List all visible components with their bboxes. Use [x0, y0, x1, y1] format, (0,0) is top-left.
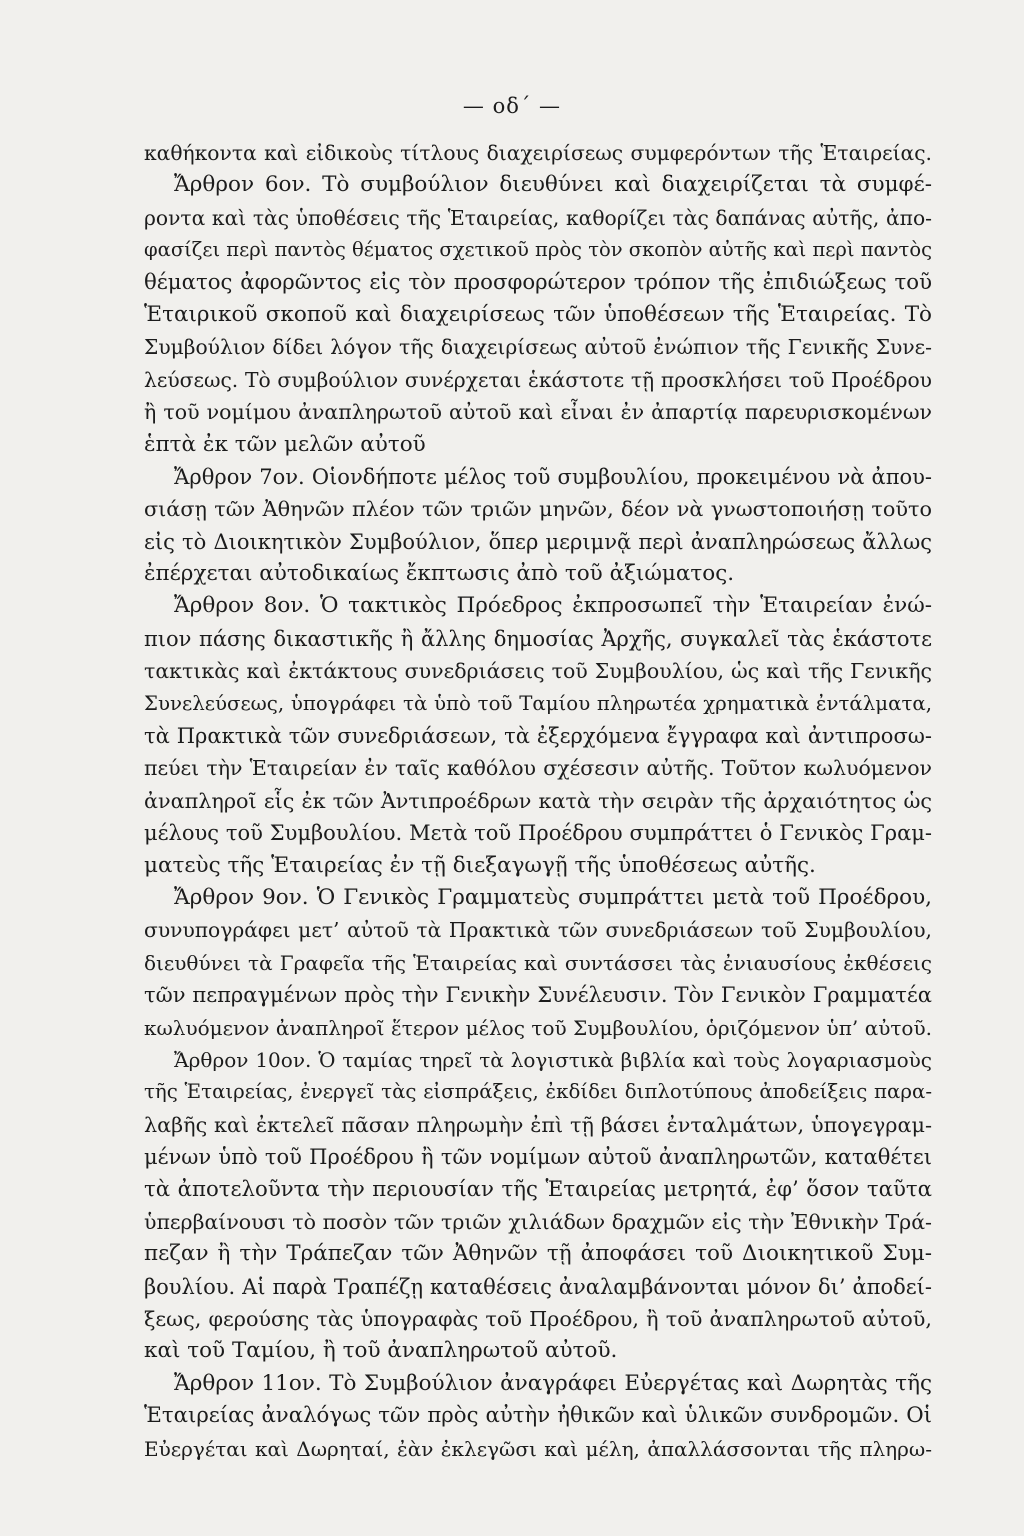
text-line: μένων ὑπὸ τοῦ Προέδρου ἢ τῶν νομίμων αὐτοῦ ἀναπληρωτῶν, καταθέτει	[144, 1145, 932, 1170]
article-8-heading-line: Ἄρθρον 8ον. Ὁ τακτικὸς Πρόεδρος ἐκπροσωπεῖ τὴν Ἑταιρείαν ἐνώ-	[174, 593, 932, 619]
text-line: ἑπτὰ ἐκ τῶν μελῶν αὐτοῦ	[144, 431, 426, 457]
text-line: βουλίου. Αἱ παρὰ Τραπέζῃ καταθέσεις ἀναλαμβάνονται μόνον δι’ ἀποδεί-	[144, 1274, 932, 1299]
article-6-heading-line: Ἄρθρον 6ον. Τὸ συμβούλιον διευθύνει καὶ διαχειρίζεται τὰ συμφέ-	[174, 172, 932, 198]
text-line: σιάσῃ τῶν Ἀθηνῶν πλέον τῶν τριῶν μηνῶν, δέον νὰ γνωστοποιήσῃ τοῦτο	[144, 497, 932, 522]
text-line: τακτικὰς καὶ ἐκτάκτους συνεδριάσεις τοῦ Συμβουλίου, ὡς καὶ τῆς Γενικῆς	[144, 659, 932, 684]
text-line: φασίζει περὶ παντὸς θέματος σχετικοῦ πρὸς τὸν σκοπὸν αὐτῆς καὶ περὶ παντὸς	[144, 238, 932, 262]
article-9-heading-line: Ἄρθρον 9ον. Ὁ Γενικὸς Γραμματεὺς συμπράττει μετὰ τοῦ Προέδρου,	[174, 884, 932, 910]
text-line: Εὐεργέται καὶ Δωρηταί, ἐὰν ἐκλεγῶσι καὶ μέλη, ἀπαλλάσσονται τῆς πληρω-	[144, 1436, 932, 1461]
text-line: Ἑταιρικοῦ σκοποῦ καὶ διαχειρίσεως τῶν ὑποθέσεων τῆς Ἑταιρείας. Τὸ	[144, 301, 932, 327]
text-line: τὰ ἀποτελοῦντα τὴν περιουσίαν τῆς Ἑταιρείας μετρητά, ἐφ’ ὅσον ταῦτα	[144, 1176, 932, 1202]
text-line: πεζαν ἢ τὴν Τράπεζαν τῶν Ἀθηνῶν τῇ ἀποφάσει τοῦ Διοικητικοῦ Συμ-	[144, 1241, 932, 1267]
article-7-heading-line: Ἄρθρον 7ον. Οἱονδήποτε μέλος τοῦ συμβουλίου, προκειμένου νὰ ἀπου-	[174, 464, 932, 489]
text-line: ὑπερβαίνουσι τὸ ποσὸν τῶν τριῶν χιλιάδων δραχμῶν εἰς τὴν Ἐθνικὴν Τρά-	[144, 1209, 932, 1234]
text-line: κωλυόμενον ἀναπληροῖ ἕτερον μέλος τοῦ Συμβουλίου, ὁριζόμενον ὑπ’ αὐτοῦ.	[144, 1015, 932, 1040]
page-number: — οδ΄ —	[462, 94, 562, 118]
text-line: τὰ Πρακτικὰ τῶν συνεδριάσεων, τὰ ἐξερχόμενα ἔγγραφα καὶ ἀντιπροσω-	[144, 724, 932, 749]
text-line: συνυπογράφει μετ’ αὐτοῦ τὰ Πρακτικὰ τῶν συνεδριάσεων τοῦ Συμβουλίου,	[144, 918, 932, 943]
text-line: λεύσεως. Τὸ συμβούλιον συνέρχεται ἑκάστοτε τῇ προσκλήσει τοῦ Προέδρου	[144, 367, 932, 392]
text-line: μέλους τοῦ Συμβουλίου. Μετὰ τοῦ Προέδρου συμπράττει ὁ Γενικὸς Γραμ-	[144, 821, 932, 846]
text-body	[144, 137, 932, 1465]
text-line: λαβῆς καὶ ἐκτελεῖ πᾶσαν πληρωμὴν ἐπὶ τῇ βάσει ἐνταλμάτων, ὑπογεγραμ-	[144, 1112, 932, 1137]
text-line: καθήκοντα καὶ εἰδικοὺς τίτλους διαχειρίσεως συμφερόντων τῆς Ἑταιρείας.	[144, 141, 932, 165]
text-line: τῆς Ἑταιρείας, ἐνεργεῖ τὰς εἰσπράξεις, ἐκδίδει διπλοτύπους ἀποδείξεις παρα-	[144, 1080, 932, 1104]
text-line: ἢ τοῦ νομίμου ἀναπληρωτοῦ αὐτοῦ καὶ εἶναι ἐν ἀπαρτίᾳ παρευρισκομένων	[144, 400, 932, 425]
text-line: Συμβούλιον δίδει λόγον τῆς διαχειρίσεως αὐτοῦ ἐνώπιον τῆς Γενικῆς Συνε-	[144, 335, 932, 360]
text-line: ἀναπληροῖ εἷς ἐκ τῶν Ἀντιπροέδρων κατὰ τὴν σειρὰν τῆς ἀρχαιότητος ὡς	[144, 788, 932, 813]
text-line: ματεὺς τῆς Ἑταιρείας ἐν τῇ διεξαγωγῇ τῆς ὑποθέσεως αὐτῆς.	[144, 852, 816, 878]
text-line: ἐπέρχεται αὐτοδικαίως ἔκπτωσις ἀπὸ τοῦ ἀξιώματος.	[144, 561, 735, 587]
text-line: ροντα καὶ τὰς ὑποθέσεις τῆς Ἑταιρείας, καθορίζει τὰς δαπάνας αὐτῆς, ἀπο-	[144, 205, 932, 230]
text-line: Ἑταιρείας ἀναλόγως τῶν πρὸς αὐτὴν ἠθικῶν καὶ ὑλικῶν συνδρομῶν. Οἱ	[144, 1403, 932, 1429]
text-line: θέματος ἀφορῶντος εἰς τὸν προσφορώτερον τρόπον τῆς ἐπιδιώξεως τοῦ	[144, 269, 932, 295]
text-line: Συνελεύσεως, ὑπογράφει τὰ ὑπὸ τοῦ Ταμίου πληρωτέα χρηματικὰ ἐντάλματα,	[144, 691, 932, 715]
text-line: πεύει τὴν Ἑταιρείαν ἐν ταῖς καθόλου σχέσεσιν αὐτῆς. Τοῦτον κωλυόμενον	[144, 756, 932, 781]
text-line: διευθύνει τὰ Γραφεῖα τῆς Ἑταιρείας καὶ συντάσσει τὰς ἐνιαυσίους ἐκθέσεις	[144, 950, 932, 975]
article-10-heading-line: Ἄρθρον 10ον. Ὁ ταμίας τηρεῖ τὰ λογιστικὰ βιβλία καὶ τοὺς λογαριασμοὺς	[174, 1047, 932, 1072]
text-line: πιον πάσης δικαστικῆς ἢ ἄλλης δημοσίας Ἀρχῆς, συγκαλεῖ τὰς ἑκάστοτε	[144, 626, 932, 651]
text-line: καὶ τοῦ Ταμίου, ἢ τοῦ ἀναπληρωτοῦ αὐτοῦ.	[144, 1338, 618, 1364]
article-11-heading-line: Ἄρθρον 11ον. Τὸ Συμβούλιον ἀναγράφει Εὐεργέτας καὶ Δωρητὰς τῆς	[174, 1370, 932, 1396]
text-line: εἰς τὸ Διοικητικὸν Συμβούλιον, ὅπερ μεριμνᾷ περὶ ἀναπληρώσεως ἄλλως	[144, 529, 932, 554]
text-line: τῶν πεπραγμένων πρὸς τὴν Γενικὴν Συνέλευσιν. Τὸν Γενικὸν Γραμματέα	[144, 983, 932, 1008]
text-line: ξεως, φερούσης τὰς ὑπογραφὰς τοῦ Προέδρου, ἢ τοῦ ἀναπληρωτοῦ αὐτοῦ,	[144, 1307, 932, 1332]
